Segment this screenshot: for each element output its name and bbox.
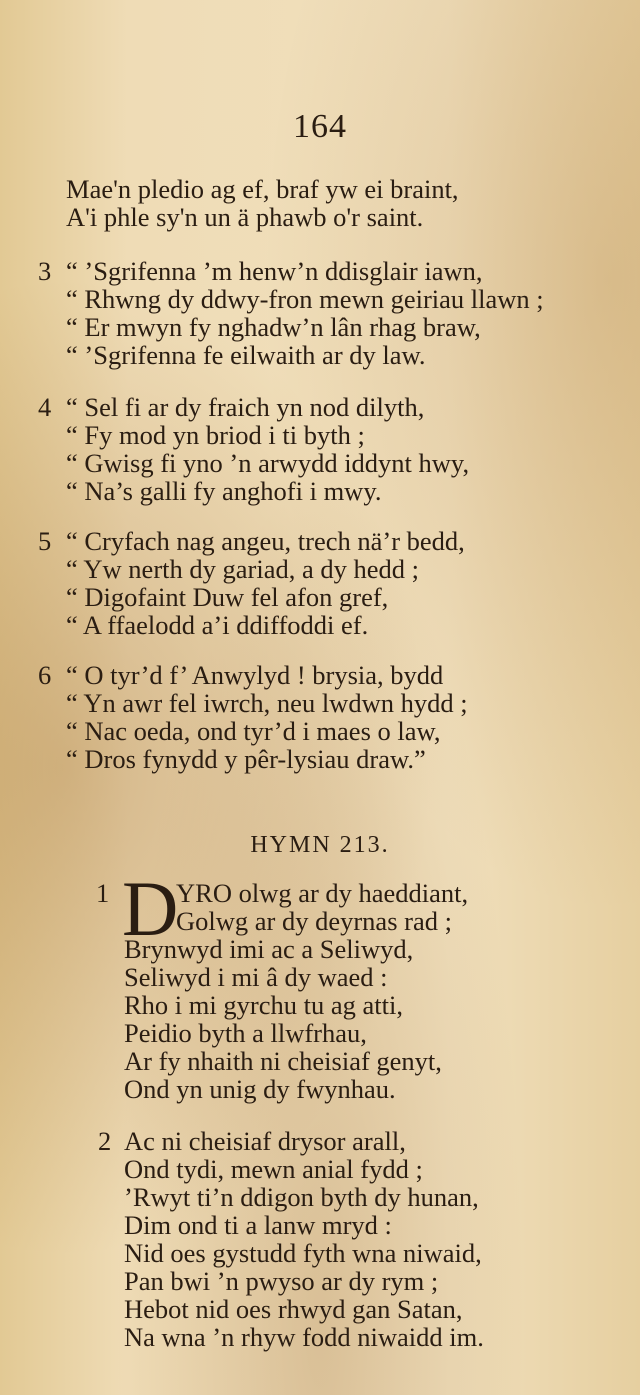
verse-line: “ Yn awr fel iwrch, neu lwdwn hydd ; bbox=[66, 688, 468, 718]
verse-line: Na wna ’n rhyw fodd niwaidd im. bbox=[124, 1322, 484, 1352]
verse-line: “ Digofaint Duw fel afon gref, bbox=[66, 582, 389, 612]
verse-line: “ Na’s galli fy anghofi i mwy. bbox=[66, 476, 382, 506]
verse-line: Brynwyd imi ac a Seliwyd, bbox=[124, 934, 414, 964]
verse-line: “ Sel fi ar dy fraich yn nod dilyth, bbox=[66, 392, 425, 422]
verse-line: “ Er mwyn fy nghadw’n lân rhag braw, bbox=[66, 312, 481, 342]
verse-line: Ond tydi, mewn anial fydd ; bbox=[124, 1154, 423, 1184]
verse-line: “ O tyr’d f’ Anwylyd ! brysia, bydd bbox=[66, 660, 444, 690]
verse-number: 3 bbox=[38, 256, 52, 286]
verse-line: A'i phle sy'n un ä phawb o'r saint. bbox=[66, 202, 424, 232]
verse-line: “ Cryfach nag angeu, trech nä’r bedd, bbox=[66, 526, 465, 556]
verse-number: 1 bbox=[96, 878, 110, 908]
verse-line: YRO olwg ar dy haeddiant, bbox=[176, 878, 469, 908]
verse-line: Peidio byth a llwfrhau, bbox=[124, 1018, 367, 1048]
verse-number: 2 bbox=[98, 1126, 112, 1156]
verse-number: 6 bbox=[38, 660, 52, 690]
verse-line: “ ’Sgrifenna fe eilwaith ar dy law. bbox=[66, 340, 426, 370]
verse-line: ’Rwyt ti’n ddigon byth dy hunan, bbox=[124, 1182, 479, 1212]
verse-line: Ar fy nhaith ni cheisiaf genyt, bbox=[124, 1046, 442, 1076]
verse-number: 5 bbox=[38, 526, 52, 556]
verse-line: “ ’Sgrifenna ’m henw’n ddisglair iawn, bbox=[66, 256, 483, 286]
verse-line: Pan bwi ’n pwyso ar dy rym ; bbox=[124, 1266, 439, 1296]
verse-line: Seliwyd i mi â dy waed : bbox=[124, 962, 388, 992]
verse-line: Ac ni cheisiaf drysor arall, bbox=[124, 1126, 406, 1156]
verse-line: “ Gwisg fi yno ’n arwydd iddynt hwy, bbox=[66, 448, 470, 478]
verse-line: “ Fy mod yn briod i ti byth ; bbox=[66, 420, 365, 450]
verse-line: “ Yw nerth dy gariad, a dy hedd ; bbox=[66, 554, 419, 584]
verse-line: Rho i mi gyrchu tu ag atti, bbox=[124, 990, 403, 1020]
page-number: 164 bbox=[293, 108, 347, 145]
verse-line: Mae'n pledio ag ef, braf yw ei braint, bbox=[66, 174, 459, 204]
verse-line: Dim ond ti a lanw mryd : bbox=[124, 1210, 392, 1240]
dropcap-letter: D bbox=[122, 865, 179, 952]
verse-line: Nid oes gystudd fyth wna niwaid, bbox=[124, 1238, 482, 1268]
verse-line: Hebot nid oes rhwyd gan Satan, bbox=[124, 1294, 463, 1324]
verse-line: “ A ffaelodd a’i ddiffoddi ef. bbox=[66, 610, 369, 640]
verse-number: 4 bbox=[38, 392, 52, 422]
verse-line: “ Nac oeda, ond tyr’d i maes o law, bbox=[66, 716, 441, 746]
verse-line: Golwg ar dy deyrnas rad ; bbox=[176, 906, 452, 936]
verse-line: Ond yn unig dy fwynhau. bbox=[124, 1074, 396, 1104]
verse-line: “ Rhwng dy ddwy-fron mewn geiriau llawn ; bbox=[66, 284, 544, 314]
hymn-title: HYMN 213. bbox=[250, 832, 390, 858]
verse-line: “ Dros fynydd y pêr-lysiau draw.” bbox=[66, 744, 426, 774]
